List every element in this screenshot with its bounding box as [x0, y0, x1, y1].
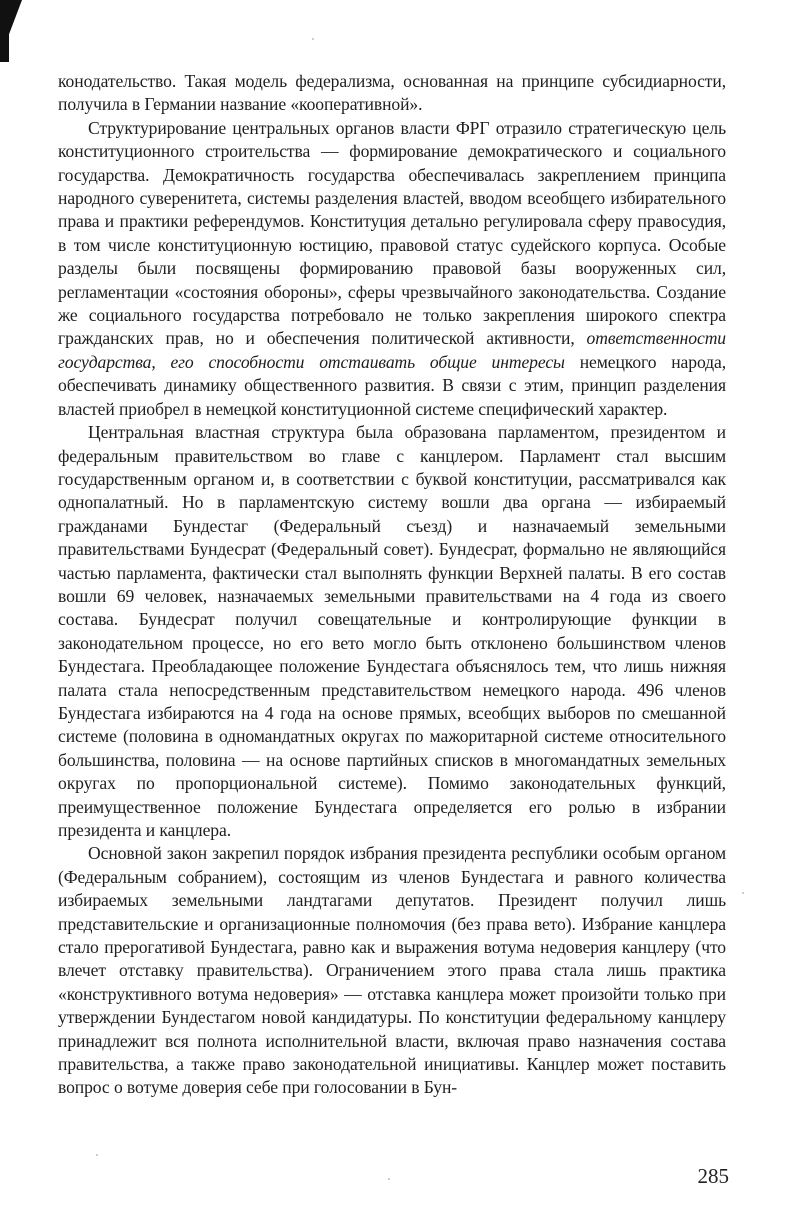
paragraph-2 — [58, 117, 726, 421]
page-number: 285 — [697, 1164, 729, 1188]
scan-speck — [96, 1154, 98, 1156]
paragraph-4 — [58, 842, 726, 1099]
paragraph-3-text: Центральная властная структура была образована парламентом, президентом и федеральным правительством во главе с канцлером. Парламент стал высшим государственным органом и, в соответствии с буквой конституции, рассматривался как однопалатный. Но в парламентскую систему вошли два органа — избираемый гражданами Бундестаг (Федеральный съезд) и назначаемый земельными правительствами Бундесрат (Федеральный совет). Бундесрат, формально не являющийся частью парламента, фактически стал выполнять функции Верхней палаты. В его состав вошли 69 человек, назначаемых земельными правительствами на 4 года из своего состава. Бундесрат получил совещательные и контролирующие функции в законодательном процессе, но его вето могло быть отклонено большинством членов Бундестага. Преобладающее положение Бундестага объяснялось тем, что лишь нижняя палата стала непосредственным представительством немецкого народа. 496 членов Бундестага избираются на 4 года на основе прямых, всеобщих выборов по смешанной системе (половина в одномандатных округах по мажоритарной системе относительного большинства, половина — на основе партийных списков в многомандатных земельных округах по пропорциональной системе). Помимо законодательных функций, преимущественное положение Бундестага определяется его ролью в избрании президента и канцлера. — [58, 422, 726, 840]
paragraph-2-continuation: немецкого народа, обеспечивать динамику общественного развития. В связи с этим, принцип разделения властей приобрел в немецкой конституционной системе специфический характер. — [58, 351, 726, 419]
paragraph-2-italic-phrase: ответственности государства, его способности отстаивать общие интересы — [58, 328, 726, 372]
scan-speck — [742, 892, 744, 894]
paragraph-4-text: Основной закон закрепил порядок избрания президента республики особым органом (Федеральным собранием), состоящим из членов Бундестага и равного количества избираемых земельными ландтагами депутатов. Президент получил лишь представительские и организационные полномочия (без права вето). Избрание канцлера стало прерогативой Бундестага, равно как и выражения вотума недоверия канцлеру (что влечет отставку правительства). Ограничением этого права стала лишь практика «конструктивного вотума недоверия» — отставка канцлера может произойти только при утверждении Бундестагом новой кандидатуры. По конституции федеральному канцлеру принадлежит вся полнота исполнительной власти, включая право назначения состава правительства, а также право законодательной инициативы. Канцлер может поставить вопрос о вотуме доверия себе при голосовании в Бун- — [58, 843, 726, 1098]
scan-corner-edge — [0, 0, 9, 62]
scan-speck — [312, 38, 314, 40]
paragraph-2-text: Структурирование центральных органов власти ФРГ отразило стратегическую цель конституционного строительства — формирование демократического и социального государства. Демократичность государства обеспечивалась закреплением принципа народного суверенитета, системы разделения властей, вводом всеобщего избирательного права и практики референдумов. Конституция детально регулировала сферу правосудия, в том числе конституционную юстицию, правовой статус судейского корпуса. Особые разделы были посвящены формированию правовой базы вооруженных сил, регламентации «состояния обороны», сферы чрезвычайного законодательства. Создание же социального государства потребовало не только закрепления широкого спектра гражданских прав, но и обеспечения политической активности, — [58, 117, 726, 349]
scan-speck — [388, 1178, 390, 1180]
paragraph-1-text: конодательство. Такая модель федерализма, основанная на принципе субсидиарности, получила в Германии название «кооперативной». — [58, 71, 726, 115]
paragraph-1 — [58, 70, 726, 117]
paragraph-3 — [58, 421, 726, 842]
page-body — [58, 70, 726, 1100]
